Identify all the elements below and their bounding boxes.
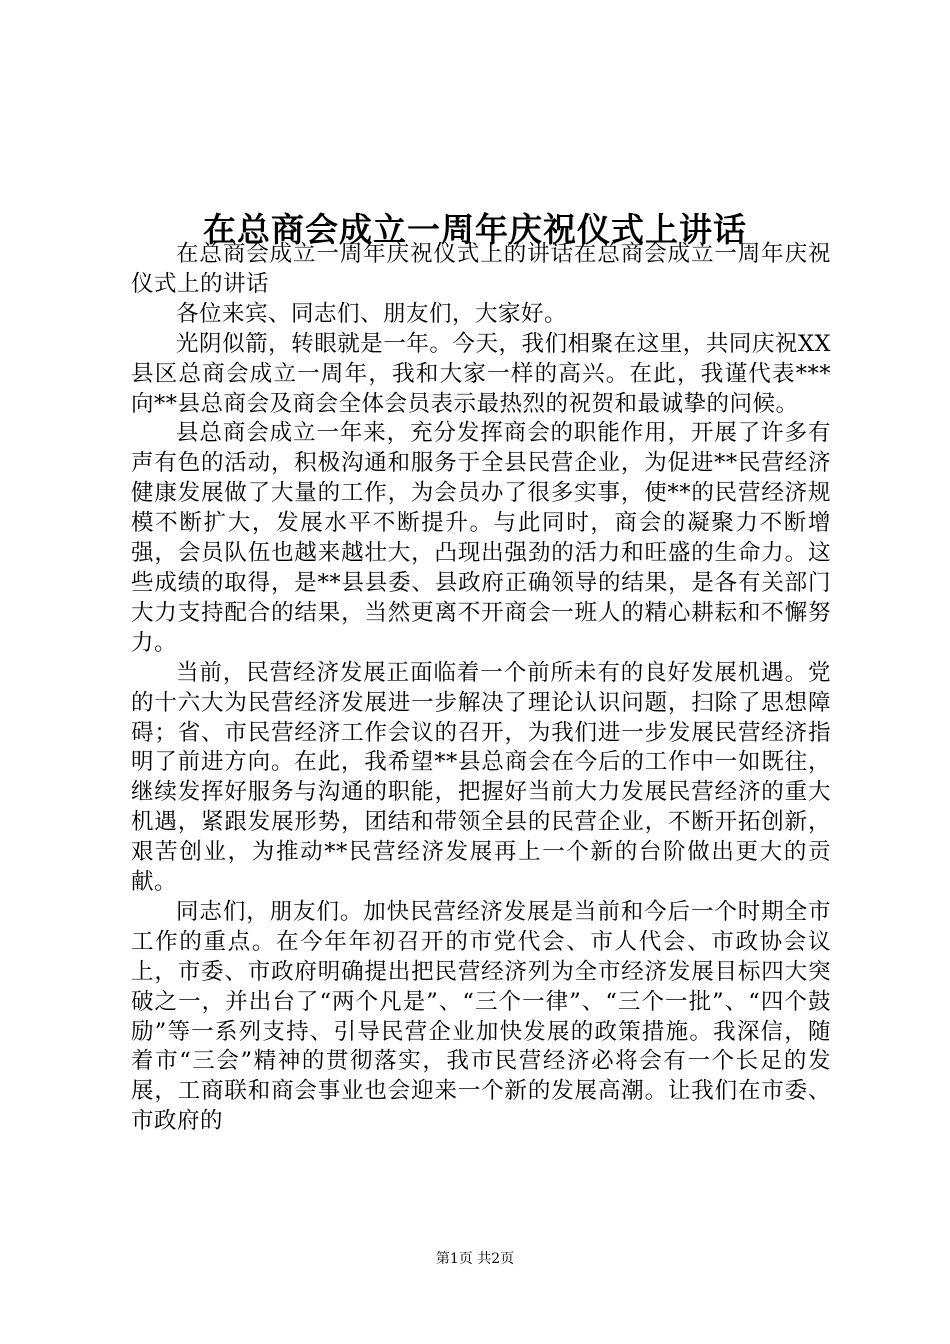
- page-footer: 第1页 共2页: [435, 1251, 515, 1267]
- paragraph: 当前，民营经济发展正面临着一个前所未有的良好发展机遇。党的十六大为民营经济发展进一步解决了理论认识问题，扫除了思想障碍；省、市民营经济工作会议的召开，为我们进一步发展民营经济指明了前进方向。在此，我希望**县总商会在今后的工作中一如既往，继续发挥好服务与沟通的职能，把握好当前大力发展民营经济的重大机遇，紧跟发展形势，团结和带领全县的民营企业，不断开拓创新，艰苦创业，为推动**民营经济发展再上一个新的台阶做出更大的贡献。: [131, 659, 831, 896]
- paragraph: 同志们，朋友们。加快民营经济发展是当前和今后一个时期全市工作的重点。在今年年初召开的市党代会、市人代会、市政协会议上，市委、市政府明确提出把民营经济列为全市经济发展目标四大突破之一，并出台了“两个凡是”、“三个一律”、“三个一批”、“四个鼓励”等一系列支持、引导民营企业加快发展的政策措施。我深信，随着市“三会”精神的贯彻落实，我市民营经济必将会有一个长足的发展，工商联和商会事业也会迎来一个新的发展高潮。让我们在市委、市政府的: [131, 898, 831, 1135]
- paragraph: 在总商会成立一周年庆祝仪式上的讲话在总商会成立一周年庆祝仪式上的讲话: [131, 241, 831, 297]
- paragraph: 光阴似箭，转眼就是一年。今天，我们相聚在这里，共同庆祝XX县区总商会成立一周年，我和大家一样的高兴。在此，我谨代表***向**县总商会及商会全体会员表示最热烈的祝贺和最诚挚的问候。: [131, 330, 831, 417]
- paragraph: 县总商会成立一年来，充分发挥商会的职能作用，开展了许多有声有色的活动，积极沟通和服务于全县民营企业，为促进**民营经济健康发展做了大量的工作，为会员办了很多实事，使**的民营经济规模不断扩大，发展水平不断提升。与此同时，商会的凝聚力不断增强，会员队伍也越来越壮大，凸现出强劲的活力和旺盛的生命力。这些成绩的取得，是**县县委、县政府正确领导的结果，是各有关部门大力支持配合的结果，当然更离不开商会一班人的精心耕耘和不懈努力。: [131, 420, 831, 656]
- document-body: [131, 240, 831, 1137]
- document-title: 在总商会成立一周年庆祝仪式上讲话: [203, 210, 747, 250]
- paragraph: 各位来宾、同志们、朋友们，大家好。: [176, 300, 568, 327]
